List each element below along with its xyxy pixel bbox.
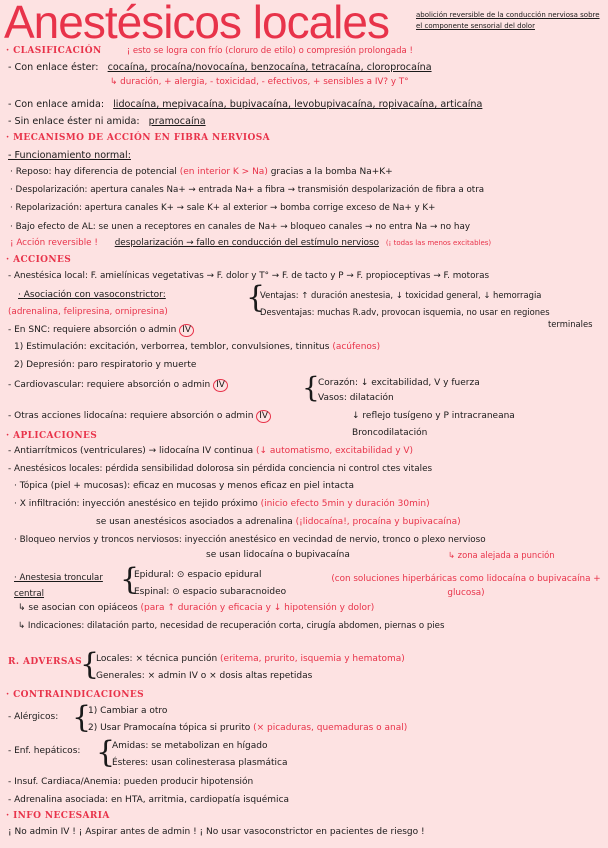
epidural-text: Epidural: ⊙ espacio epidural <box>134 570 262 580</box>
vasos-text: Vasos: dilatación <box>318 393 394 403</box>
alergicos-opcion-2: 2) Usar Pramocaína tópica si prurito <box>88 723 251 733</box>
adversas-locales: Locales: × técnica punción <box>96 654 218 664</box>
indicaciones-text: ↳ Indicaciones: dilatación parto, necesidad de recuperación corta, cirugía abdomen, piernas o pies <box>18 621 445 631</box>
alergicos-opcion-1: 1) Cambiar a otro <box>88 706 168 716</box>
section-clasificacion: · CLASIFICACIÓN <box>6 46 102 56</box>
adversas-brace: { <box>80 647 100 682</box>
topica-text: · Tópica (piel + mucosas): eficaz en mucosas y menos eficaz en piel intacta <box>14 481 354 491</box>
hepaticos-brace: { <box>96 735 116 770</box>
section-adversas: R. ADVERSAS <box>8 657 83 667</box>
info-text: ¡ No admin IV ! ¡ Aspirar antes de admin ! ¡ No usar vasoconstrictor en pacientes de riesgo ! <box>8 827 425 837</box>
despolarizacion-text: · Despolarización: apertura canales Na+ → entrada Na+ a fibra → transmisión despolarización de fibra a otra <box>10 185 485 195</box>
anestesicos-locales-text: - Anestésicos locales: pérdida sensibilidad dolorosa sin pérdida conciencia ni control ctes vitales <box>8 464 433 474</box>
section-acciones: · ACCIONES <box>6 255 72 265</box>
amida-label: - Con enlace amida: <box>8 99 105 110</box>
antiarritmicos-text: - Antiarrítmicos (ventriculares) → lidocaína IV continua <box>8 446 254 456</box>
ester-list: cocaína, procaína/novocaína, benzocaína, tetracaína, cloroprocaína <box>107 62 432 73</box>
iv-circle-snc: IV <box>179 324 194 337</box>
section-info-necesaria: · INFO NECESARIA <box>6 811 110 821</box>
opiaceos-text: ↳ se asocian con opiáceos <box>18 603 138 613</box>
sin-enlace-value: pramocaína <box>148 116 206 127</box>
section-mecanismo: · MECANISMO DE ACCIÓN EN FIBRA NERVIOSA <box>6 133 271 143</box>
ester-effects: ↳ duración, + alergia, - toxicidad, - efectivos, + sensibles a IV? y T° <box>110 77 409 87</box>
troncular-label: · Anestesia troncular central <box>14 573 103 599</box>
bajo-efecto-note: (¡ todas las menos excitables) <box>385 239 492 247</box>
adrenalina-text: - Adrenalina asociada: en HTA, arritmia, cardiopatía isquémica <box>8 795 290 805</box>
funcionamiento-normal-label: - Funcionamiento normal: <box>8 150 131 161</box>
insuficiencia-text: - Insuf. Cardiaca/Anemia: pueden producir hipotensión <box>8 777 254 787</box>
corazon-text: Corazón: ↓ excitabilidad, V y fuerza <box>318 378 480 388</box>
bloqueo-text: · Bloqueo nervios y troncos nerviosos: inyección anestésico en vecindad de nervio, tronco o plexo nervioso <box>14 535 486 545</box>
infiltracion-note-2: (¡lidocaína!, procaína y bupivacaína) <box>295 517 461 527</box>
clasificacion-note: ¡ esto se logra con frío (cloruro de etilo) o compresión prolongada ! <box>126 46 413 56</box>
otras-acciones-text: - Otras acciones lidocaína: requiere absorción o admin <box>8 411 254 421</box>
cardio-brace: { <box>302 371 320 404</box>
iv-circle-cardio: IV <box>213 379 228 392</box>
infiltracion-text: · X infiltración: inyección anestésico en tejido próximo <box>14 499 258 509</box>
ventajas-text: Ventajas: ↑ duración anestesia, ↓ toxicidad general, ↓ hemorragia <box>260 290 542 300</box>
antiarritmicos-note: (↓ automatismo, excitabilidad y V) <box>255 446 414 456</box>
iv-circle-otras: IV <box>256 410 271 423</box>
adversas-generales: Generales: × admin IV o × dosis altas repetidas <box>96 671 313 681</box>
bajo-efecto-text: · Bajo efecto de AL: se unen a receptores en canales de Na+ → bloqueo canales → no entra Na → no hay <box>10 222 471 232</box>
asociacion-label: · Asociación con vasoconstrictor: <box>18 290 166 300</box>
asociacion-note: (adrenalina, felipresina, ornipresina) <box>8 307 168 317</box>
adversas-locales-note: (eritema, prurito, isquemia y hematoma) <box>220 654 405 664</box>
amidas-text: Amidas: se metabolizan en hígado <box>112 741 268 751</box>
accion-reversible: ¡ Acción reversible ! <box>10 238 98 248</box>
bloqueo-cont: se usan lidocaína o bupivacaína <box>206 550 350 560</box>
bloqueo-note: ↳ zona alejada a punción <box>448 550 555 560</box>
anestesica-local-text: - Anestésica local: F. amielínicas vegetativas → F. dolor y T° → F. de tacto y P → F. propioceptivas → F. motoras <box>8 271 490 281</box>
sin-enlace-label: - Sin enlace éster ni amida: <box>8 116 140 127</box>
reposo-end: gracias a la bomba Na+K+ <box>270 167 393 177</box>
ventajas-brace: { <box>246 280 266 315</box>
reposo-note: (en interior K > Na) <box>179 167 268 177</box>
broncodilatacion-text: Broncodilatación <box>352 428 428 438</box>
reflejo-text: ↓ reflejo tusígeno y P intracraneana <box>352 411 515 421</box>
alergicos-label: - Alérgicos: <box>8 712 59 722</box>
page-title: Anestésicos locales <box>4 0 389 48</box>
cardiovascular-text: - Cardiovascular: requiere absorción o admin <box>8 380 211 390</box>
bajo-efecto-cont: despolarización → fallo en conducción del estímulo nervioso <box>114 238 380 248</box>
desventajas-text: Desventajas: muchas R.adv, provocan isquemia, no usar en regiones <box>260 307 550 317</box>
alergicos-note: (× picaduras, quemaduras o anal) <box>253 723 408 733</box>
troncular-note: (con soluciones hiperbáricas como lidocaína o bupivacaína + glucosa) <box>331 574 601 598</box>
section-contraindicaciones: · CONTRAINDICACIONES <box>6 690 145 700</box>
depresion-text: 2) Depresión: paro respiratorio y muerte <box>14 360 197 370</box>
hepaticos-label: - Enf. hepáticos: <box>8 746 81 756</box>
espinal-text: Espinal: ⊙ espacio subaracnoideo <box>134 587 287 597</box>
section-aplicaciones: · APLICACIONES <box>6 431 98 441</box>
snc-text: - En SNC: requiere absorción o admin <box>8 325 177 335</box>
repolarizacion-text: · Repolarización: apertura canales K+ → sale K+ al exterior → bomba corrige exceso de Na+ y K+ <box>10 203 436 213</box>
amida-list: lidocaína, mepivacaína, bupivacaína, levobupivacaína, ropivacaína, articaína <box>113 99 483 110</box>
infiltracion-cont: se usan anestésicos asociados a adrenalina <box>96 517 293 527</box>
opiaceos-note: (para ↑ duración y eficacia y ↓ hipotensión y dolor) <box>140 603 375 613</box>
troncular-brace: { <box>120 562 140 597</box>
esteres-text: Ésteres: usan colinesterasa plasmática <box>112 758 288 768</box>
reposo-text: · Reposo: hay diferencia de potencial <box>10 167 177 177</box>
infiltracion-note: (inicio efecto 5min y duración 30min) <box>260 499 430 509</box>
ester-label: - Con enlace éster: <box>8 62 99 73</box>
estimulacion-note: (acúfenos) <box>332 342 381 352</box>
terminales-text: terminales <box>548 319 593 329</box>
estimulacion-text: 1) Estimulación: excitación, verborrea, temblor, convulsiones, tinnitus <box>14 342 330 352</box>
alergicos-brace: { <box>72 700 92 735</box>
title-definition-note: abolición reversible de la conducción nerviosa sobre el componente sensorial del dolor <box>416 11 600 30</box>
